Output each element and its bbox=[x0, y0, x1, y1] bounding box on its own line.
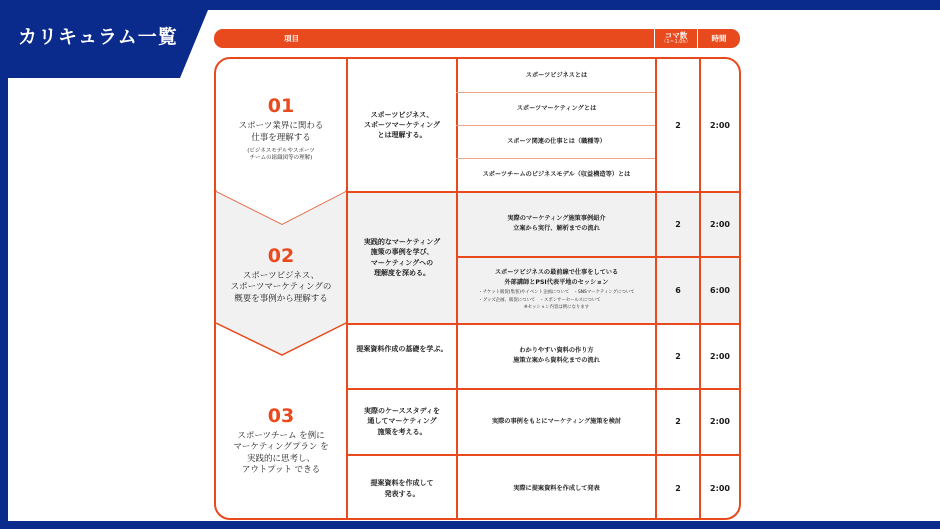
time-cell: 2:00 bbox=[710, 120, 730, 130]
topic-line: スポーツビジネスの最前線で仕事をしている bbox=[494, 269, 619, 277]
section-note-line: (ビジネスモデルやスポーツ bbox=[247, 148, 315, 155]
section-note-line: チームの組織図等の理解) bbox=[249, 155, 313, 162]
topic-cell bbox=[458, 324, 655, 388]
topic-cell bbox=[458, 257, 655, 323]
time-cell: 2:00 bbox=[710, 351, 730, 361]
topic-line: わかりやすい資料の作り方 bbox=[519, 347, 594, 355]
goal-line: 提案資料作成の基礎を学ぶ。 bbox=[356, 345, 448, 353]
koma-cell: 6 bbox=[675, 285, 681, 295]
header-time bbox=[698, 29, 740, 48]
koma-cell: 2 bbox=[675, 417, 681, 426]
page-title: カリキュラム一覧 bbox=[18, 26, 178, 48]
topic-text: スポーツビジネスとは bbox=[525, 71, 588, 79]
goal-line: 発表する。 bbox=[384, 489, 420, 498]
topic-cell bbox=[458, 455, 655, 520]
topic-cell bbox=[458, 59, 655, 92]
header-koma bbox=[655, 29, 697, 48]
goal-line: 理解度を深める。 bbox=[373, 268, 430, 277]
koma-cell: 2 bbox=[675, 351, 681, 361]
section-text bbox=[239, 121, 324, 144]
goal-cell bbox=[348, 389, 456, 454]
curriculum-table bbox=[214, 57, 741, 520]
topic-text: 実際に提案資料を作成して発表 bbox=[513, 484, 600, 492]
topic-line: 実際のマーケティング施策事例紹介 bbox=[507, 215, 606, 223]
topic-detail: ・グッズ企画、販促について ・スポンサーセールスについて bbox=[478, 297, 601, 303]
goal-cell bbox=[348, 192, 456, 323]
section-text-line: 仕事を理解する bbox=[251, 132, 311, 143]
section-text bbox=[231, 271, 332, 305]
topic-line: 外部講師とPSI代表平地のセッション bbox=[504, 278, 609, 286]
goal-cell bbox=[348, 324, 456, 388]
section-03 bbox=[216, 359, 346, 520]
section-text-line: スポーツビジネス、 bbox=[242, 270, 320, 281]
topic-line: 立案から実行、解析までの流れ bbox=[513, 225, 600, 232]
goal-line: 実際のケーススタディを bbox=[363, 407, 441, 416]
goal-line: 施策の事例を学び、 bbox=[370, 248, 434, 257]
goal-line: マーケティングへの bbox=[370, 258, 434, 267]
topic-cell bbox=[458, 126, 655, 158]
topic-text: スポーツ関連の仕事とは（職種等） bbox=[507, 138, 606, 146]
time-cell: 2:00 bbox=[710, 417, 730, 426]
section-number: 02 bbox=[267, 244, 295, 267]
section-note bbox=[247, 148, 315, 162]
goal-line: 提案資料を作成して bbox=[370, 479, 434, 488]
section-text-line: スポーツチーム を例に bbox=[237, 430, 325, 441]
goal-line: スポーツマーケティング bbox=[364, 120, 440, 129]
topic-cell bbox=[458, 192, 655, 256]
section-text-line: 実践的に思考し、 bbox=[246, 453, 315, 464]
header-time-label: 時間 bbox=[711, 34, 727, 43]
time-cell: 2:00 bbox=[710, 484, 730, 493]
goal-cell bbox=[348, 59, 456, 191]
section-text-line: スポーツマーケティングの bbox=[230, 282, 332, 293]
topic-line: 施策立案から資料化までの流れ bbox=[513, 357, 600, 364]
section-01 bbox=[216, 79, 346, 179]
time-cell: 2:00 bbox=[710, 219, 730, 229]
section-text bbox=[233, 431, 328, 477]
section-text-line: 概要を事例から理解する bbox=[234, 293, 328, 304]
header-koma-label: コマ数 bbox=[664, 30, 688, 40]
goal-line: 実践的なマーケティング bbox=[363, 238, 441, 247]
header-item bbox=[214, 29, 654, 48]
header-koma-sub: （1＝1.0h） bbox=[661, 38, 691, 45]
koma-cell: 2 bbox=[675, 120, 681, 130]
topic-text: スポーツマーケティングとは bbox=[516, 105, 597, 113]
topic-cell bbox=[458, 389, 655, 454]
topic-text: スポーツチームのビジネスモデル（収益構造等）とは bbox=[482, 171, 631, 179]
section-text-line: スポーツ業界に関わる bbox=[238, 121, 324, 132]
header-item-label: 項目 bbox=[284, 34, 299, 43]
goal-line: とは理解する。 bbox=[377, 131, 427, 140]
koma-cell: 2 bbox=[675, 484, 681, 493]
section-number: 03 bbox=[267, 404, 295, 427]
topic-cell bbox=[458, 159, 655, 191]
topic-cell bbox=[458, 93, 655, 125]
goal-line: スポーツビジネス、 bbox=[370, 110, 434, 119]
section-number: 01 bbox=[267, 95, 295, 118]
section-02 bbox=[216, 227, 346, 323]
section-text-line: アウトプット できる bbox=[241, 464, 321, 475]
curriculum-sheet bbox=[8, 10, 940, 521]
topic-note: ※セッション内容は例になります bbox=[523, 305, 590, 311]
topic-detail: ・チケット販促(集客)やイベント企画について ・SNSマーケティングについて bbox=[478, 290, 635, 296]
koma-cell: 2 bbox=[675, 219, 681, 229]
time-cell: 6:00 bbox=[710, 285, 730, 295]
topic-text: 実際の事例をもとにマーケティング施策を検討 bbox=[491, 417, 622, 425]
goal-line: 施策を考える。 bbox=[377, 427, 427, 436]
goal-cell bbox=[348, 455, 456, 520]
goal-line: 通してマーケティング bbox=[367, 417, 437, 426]
section-text-line: マーケティングプラン を bbox=[233, 442, 329, 453]
